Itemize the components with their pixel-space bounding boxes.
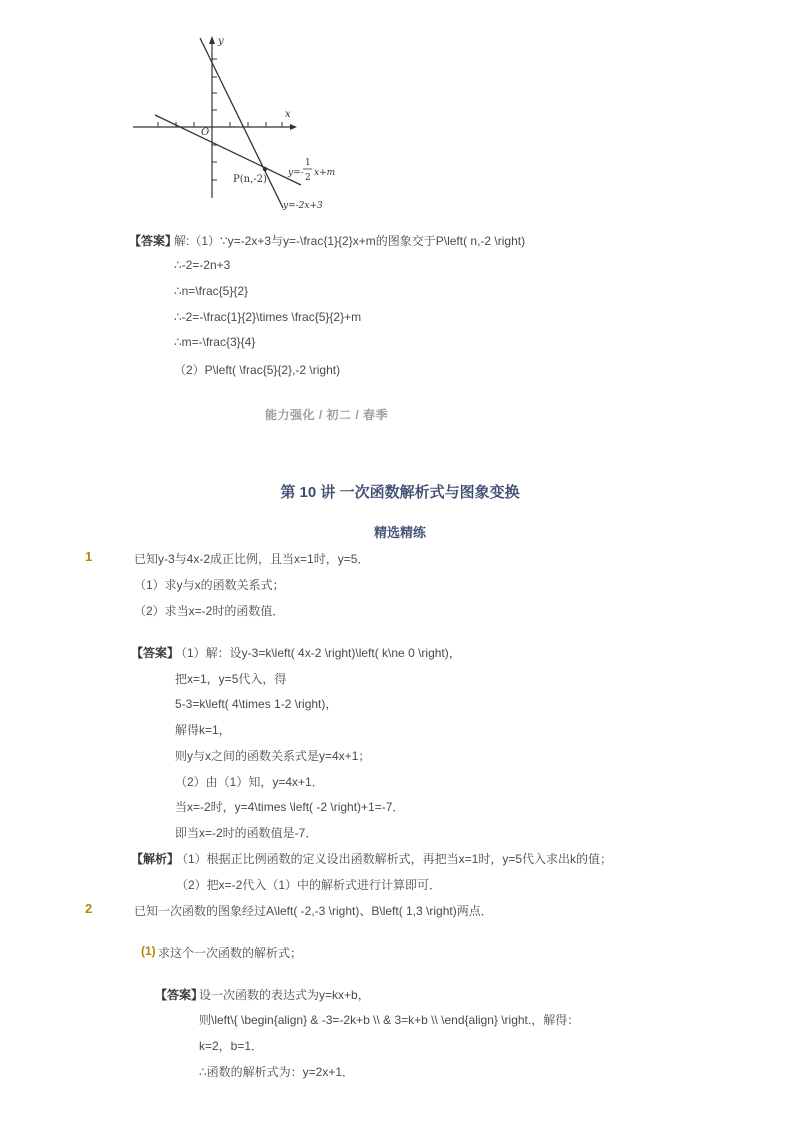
answer-line: （1）解：设y-3=k\left( 4x-2 \right)\left( k\ne 0 \right)， <box>175 646 461 660</box>
x-axis-arrow <box>290 124 297 130</box>
answer-line: k=2，b=1． <box>199 1039 264 1053</box>
point-p-label: P(n,-2) <box>233 174 267 185</box>
analysis-line: （1）根据正比例函数的定义设出函数解析式，再把当x=1时，y=5代入求出k的值； <box>176 852 613 866</box>
question-part: （1）求y与x的函数关系式； <box>134 578 285 592</box>
line-y-neghalfx-plus-m <box>155 115 301 185</box>
answer-line: 则y与x之间的函数关系式是y=4x+1； <box>175 749 371 763</box>
answer-line: （2）P\left( \frac{5}{2},-2 \right) <box>174 363 341 377</box>
answer-line: 即当x=-2时的函数值是-7． <box>175 826 318 840</box>
answer-tag: 【答案】 <box>131 646 180 660</box>
answer-line: 则\left\{ \begin{align} & -3=-2k+b \\ & 3=k+b \\ \end{align} \right.，解得： <box>199 1013 580 1027</box>
line1-label-den: 2 <box>305 173 311 183</box>
question-number: 1 <box>85 549 93 564</box>
answer-tag: 【答案】 <box>155 988 204 1002</box>
page-footer: 能力强化 / 初二 / 春季 <box>265 408 389 422</box>
answer-line: ∴-2=-2n+3 <box>174 258 231 272</box>
question-stem: 已知一次函数的图象经过A\left( -2,-3 \right)、B\left( 1,3 \right)两点． <box>134 904 493 918</box>
answer-line: ∴函数的解析式为：y=2x+1． <box>199 1065 354 1079</box>
sub-question-text: 求这个一次函数的解析式； <box>158 946 303 960</box>
question-number: 2 <box>85 901 93 916</box>
lecture-title: 第 10 讲 一次函数解析式与图象变换 <box>280 484 520 501</box>
x-axis-label: x <box>285 109 291 120</box>
line1-label-num: 1 <box>305 158 311 168</box>
question-stem: 已知y-3与4x-2成正比例，且当x=1时，y=5． <box>134 552 370 566</box>
answer-line: ∴n=\frac{5}{2} <box>174 284 249 298</box>
y-axis-label: y <box>218 36 224 47</box>
answer-line: ∴-2=-\frac{1}{2}\times \frac{5}{2}+m <box>174 310 362 324</box>
section-title: 精选精练 <box>373 525 426 540</box>
line1-label-suffix: x+m <box>314 168 336 178</box>
answer-line: 把x=1，y=5代入，得 <box>175 672 287 686</box>
question-part: （2）求当x=-2时的函数值． <box>134 604 285 618</box>
line1-label-prefix: y=- <box>288 168 304 178</box>
answer-line: 设一次函数的表达式为y=kx+b， <box>199 988 370 1002</box>
y-axis-ticks <box>212 59 217 180</box>
intersection-point-p <box>263 167 267 171</box>
answer-tag: 【答案】 <box>129 234 178 248</box>
origin-label: O <box>201 127 210 138</box>
x-axis-ticks <box>158 122 282 127</box>
y-axis-arrow <box>209 36 215 44</box>
function-graph <box>125 30 355 215</box>
analysis-tag: 【解析】 <box>131 852 180 866</box>
sub-question-number: (1) <box>141 944 156 958</box>
answer-line: 解:（1）∵y=-2x+3与y=-\frac{1}{2}x+m的图象交于P\left( n,-2 \right) <box>174 234 526 248</box>
answer-line: 解得k=1， <box>175 723 231 737</box>
answer-line: 5-3=k\left( 4\times 1-2 \right)， <box>175 697 338 711</box>
analysis-line: （2）把x=-2代入（1）中的解析式进行计算即可． <box>176 878 442 892</box>
answer-line: （2）由（1）知，y=4x+1． <box>175 775 324 789</box>
answer-line: 当x=-2时，y=4\times \left( -2 \right)+1=-7． <box>175 800 405 814</box>
line2-label: y=-2x+3 <box>283 201 323 211</box>
answer-line: ∴m=-\frac{3}{4} <box>174 335 256 349</box>
